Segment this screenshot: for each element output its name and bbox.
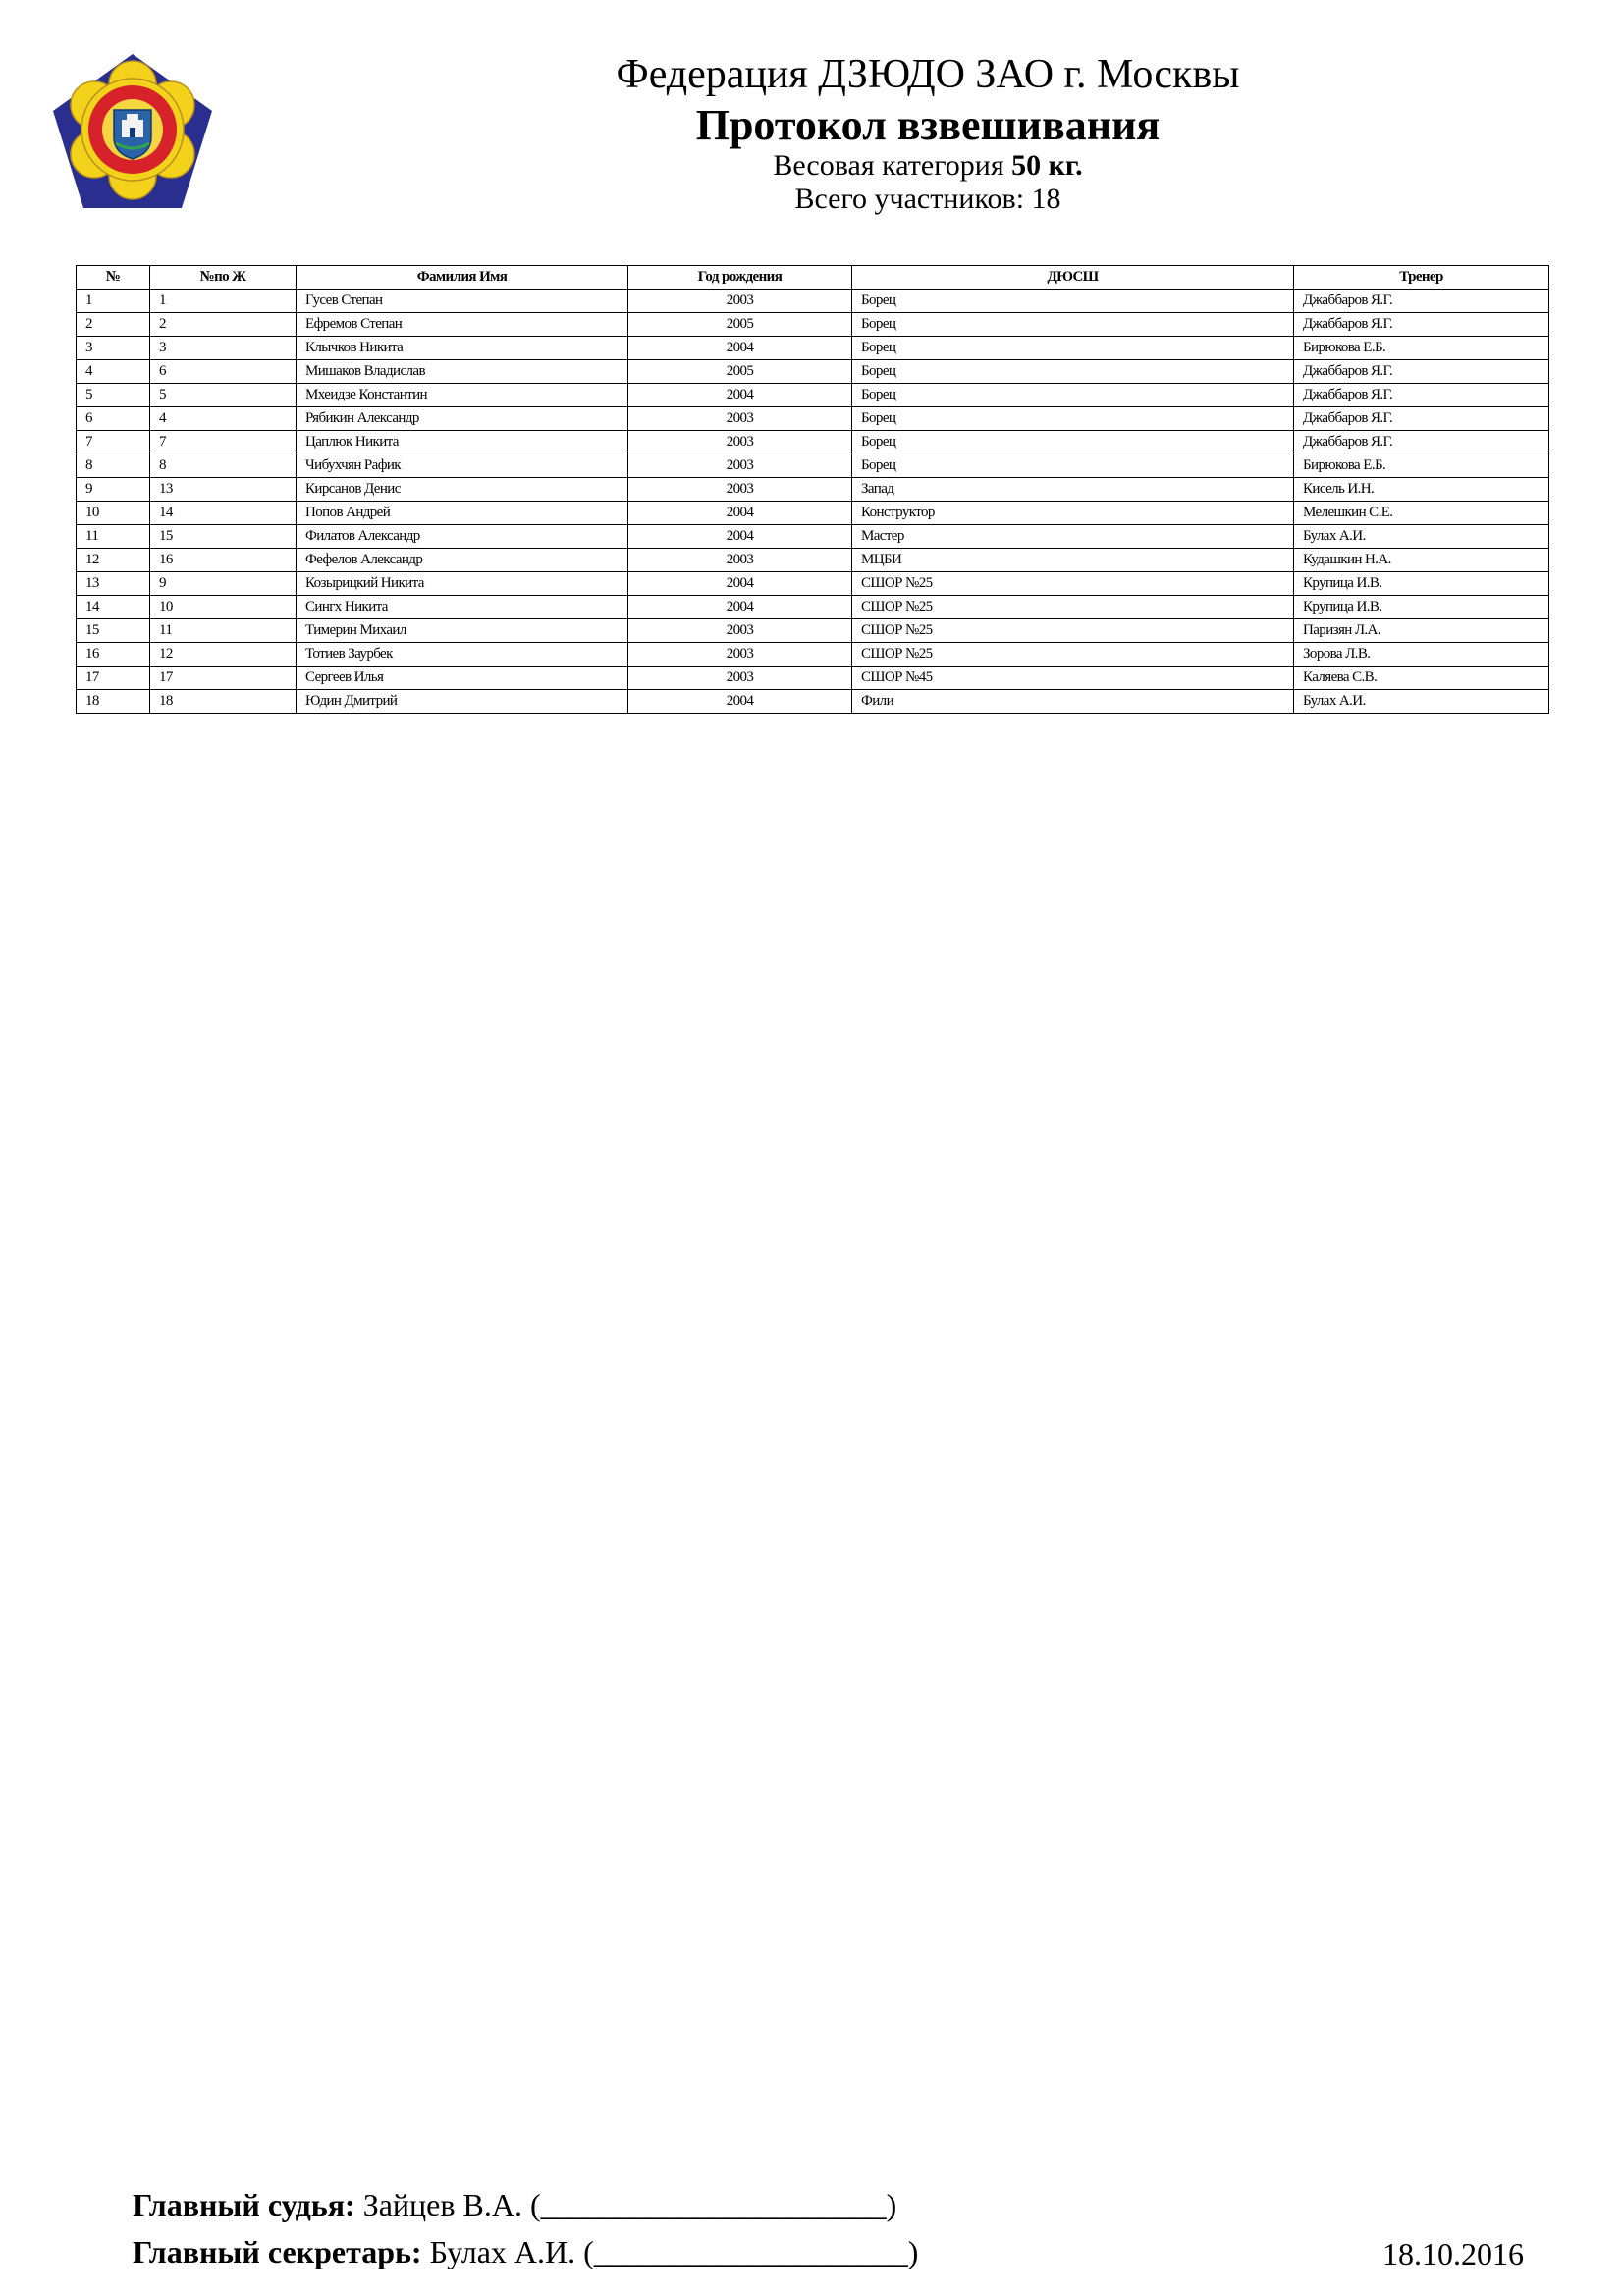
cell-row-number: 9: [77, 478, 150, 502]
cell-coach-name: Булах А.И.: [1294, 525, 1549, 549]
cell-athlete-name: Сергеев Илья: [297, 667, 628, 690]
cell-draw-number: 4: [150, 407, 297, 431]
cell-school-name: Запад: [852, 478, 1294, 502]
cell-athlete-name: Юдин Дмитрий: [297, 690, 628, 714]
cell-athlete-name: Филатов Александр: [297, 525, 628, 549]
table-row: [77, 549, 1549, 572]
cell-row-number: 12: [77, 549, 150, 572]
cell-row-number: 4: [77, 360, 150, 384]
cell-coach-name: Мелешкин С.Е.: [1294, 502, 1549, 525]
table-row: [77, 431, 1549, 454]
cell-athlete-name: Клычков Никита: [297, 337, 628, 360]
table-header-row: [77, 266, 1549, 290]
cell-coach-name: Кисель И.Н.: [1294, 478, 1549, 502]
cell-birth-year: 2003: [628, 431, 852, 454]
cell-athlete-name: Козырицкий Никита: [297, 572, 628, 596]
cell-school-name: СШОР №25: [852, 619, 1294, 643]
cell-coach-name: Джаббаров Я.Г.: [1294, 313, 1549, 337]
table-row: [77, 619, 1549, 643]
cell-school-name: МЦБИ: [852, 549, 1294, 572]
cell-draw-number: 10: [150, 596, 297, 619]
cell-row-number: 18: [77, 690, 150, 714]
cell-coach-name: Бирюкова Е.Б.: [1294, 337, 1549, 360]
cell-birth-year: 2004: [628, 337, 852, 360]
cell-row-number: 14: [77, 596, 150, 619]
cell-birth-year: 2004: [628, 596, 852, 619]
table-row: [77, 337, 1549, 360]
table-row: [77, 596, 1549, 619]
cell-school-name: Борец: [852, 407, 1294, 431]
cell-birth-year: 2004: [628, 572, 852, 596]
cell-athlete-name: Тимерин Михаил: [297, 619, 628, 643]
col-header-coach: Тренер: [1294, 266, 1549, 290]
table-row: [77, 360, 1549, 384]
cell-draw-number: 2: [150, 313, 297, 337]
cell-row-number: 5: [77, 384, 150, 407]
cell-birth-year: 2003: [628, 454, 852, 478]
cell-row-number: 1: [77, 290, 150, 313]
cell-birth-year: 2004: [628, 384, 852, 407]
cell-coach-name: Булах А.И.: [1294, 690, 1549, 714]
weight-category: [412, 149, 1443, 183]
cell-athlete-name: Кирсанов Денис: [297, 478, 628, 502]
cell-row-number: 2: [77, 313, 150, 337]
chief-judge: [133, 2187, 896, 2222]
cell-school-name: Мастер: [852, 525, 1294, 549]
weight-category-value: 50 кг.: [1011, 149, 1083, 182]
table-row: [77, 313, 1549, 337]
cell-school-name: Конструктор: [852, 502, 1294, 525]
cell-athlete-name: Чибухчян Рафик: [297, 454, 628, 478]
cell-school-name: Борец: [852, 454, 1294, 478]
cell-birth-year: 2003: [628, 478, 852, 502]
cell-birth-year: 2004: [628, 525, 852, 549]
col-header-school: ДЮСШ: [852, 266, 1294, 290]
cell-birth-year: 2003: [628, 290, 852, 313]
table-row: [77, 525, 1549, 549]
table-row: [77, 290, 1549, 313]
cell-athlete-name: Рябикин Александр: [297, 407, 628, 431]
cell-athlete-name: Мхеидзе Константин: [297, 384, 628, 407]
cell-coach-name: Паризян Л.А.: [1294, 619, 1549, 643]
chief-secretary: [133, 2234, 918, 2269]
cell-draw-number: 3: [150, 337, 297, 360]
participants-total-label: Всего участников:: [794, 183, 1025, 215]
cell-row-number: 16: [77, 643, 150, 667]
cell-row-number: 3: [77, 337, 150, 360]
cell-row-number: 8: [77, 454, 150, 478]
participants-total-value: 18: [1031, 183, 1061, 215]
cell-draw-number: 11: [150, 619, 297, 643]
document-title: Протокол взвешивания: [695, 101, 1161, 149]
cell-school-name: Фили: [852, 690, 1294, 714]
chief-judge-value: Зайцев В.А. (______________________): [362, 2187, 897, 2222]
cell-draw-number: 12: [150, 643, 297, 667]
table-row: [77, 690, 1549, 714]
participants-total: [412, 183, 1443, 216]
cell-athlete-name: Гусев Степан: [297, 290, 628, 313]
cell-row-number: 7: [77, 431, 150, 454]
col-header-draw-number: №по Ж: [150, 266, 297, 290]
cell-school-name: Борец: [852, 360, 1294, 384]
cell-athlete-name: Мишаков Владислав: [297, 360, 628, 384]
cell-draw-number: 5: [150, 384, 297, 407]
cell-row-number: 15: [77, 619, 150, 643]
col-header-number: №: [77, 266, 150, 290]
cell-athlete-name: Цаплюк Никита: [297, 431, 628, 454]
cell-draw-number: 6: [150, 360, 297, 384]
cell-athlete-name: Сингх Никита: [297, 596, 628, 619]
cell-birth-year: 2005: [628, 360, 852, 384]
cell-coach-name: Каляева С.В.: [1294, 667, 1549, 690]
cell-coach-name: Джаббаров Я.Г.: [1294, 431, 1549, 454]
chief-judge-label: Главный судья:: [133, 2187, 355, 2222]
cell-school-name: СШОР №25: [852, 572, 1294, 596]
cell-birth-year: 2003: [628, 549, 852, 572]
cell-birth-year: 2004: [628, 502, 852, 525]
cell-draw-number: 16: [150, 549, 297, 572]
cell-row-number: 11: [77, 525, 150, 549]
table-row: [77, 572, 1549, 596]
cell-coach-name: Кудашкин Н.А.: [1294, 549, 1549, 572]
cell-coach-name: Бирюкова Е.Б.: [1294, 454, 1549, 478]
emblem-icon: [49, 51, 216, 213]
cell-school-name: СШОР №25: [852, 596, 1294, 619]
cell-draw-number: 18: [150, 690, 297, 714]
cell-coach-name: Джаббаров Я.Г.: [1294, 360, 1549, 384]
table-body: [77, 290, 1549, 714]
cell-athlete-name: Ефремов Степан: [297, 313, 628, 337]
cell-row-number: 13: [77, 572, 150, 596]
cell-draw-number: 13: [150, 478, 297, 502]
cell-coach-name: Зорова Л.В.: [1294, 643, 1549, 667]
cell-school-name: Борец: [852, 313, 1294, 337]
cell-athlete-name: Тотиев Заурбек: [297, 643, 628, 667]
cell-birth-year: 2004: [628, 690, 852, 714]
cell-birth-year: 2003: [628, 667, 852, 690]
table-row: [77, 667, 1549, 690]
cell-row-number: 6: [77, 407, 150, 431]
cell-school-name: СШОР №25: [852, 643, 1294, 667]
cell-coach-name: Джаббаров Я.Г.: [1294, 407, 1549, 431]
cell-coach-name: Крупица И.В.: [1294, 596, 1549, 619]
table-row: [77, 643, 1549, 667]
cell-draw-number: 8: [150, 454, 297, 478]
cell-row-number: 10: [77, 502, 150, 525]
cell-draw-number: 17: [150, 667, 297, 690]
cell-coach-name: Джаббаров Я.Г.: [1294, 384, 1549, 407]
weight-category-label: Весовая категория: [773, 149, 1004, 182]
chief-secretary-value: Булах А.И. (____________________): [429, 2234, 919, 2269]
col-header-name: Фамилия Имя: [297, 266, 628, 290]
table-row: [77, 454, 1549, 478]
cell-athlete-name: Фефелов Александр: [297, 549, 628, 572]
table-row: [77, 407, 1549, 431]
cell-school-name: Борец: [852, 384, 1294, 407]
cell-draw-number: 9: [150, 572, 297, 596]
cell-birth-year: 2003: [628, 619, 852, 643]
cell-draw-number: 7: [150, 431, 297, 454]
cell-athlete-name: Попов Андрей: [297, 502, 628, 525]
cell-birth-year: 2003: [628, 643, 852, 667]
document-date: 18.10.2016: [1382, 2236, 1524, 2271]
weigh-in-table: [76, 265, 1549, 714]
table-row: [77, 502, 1549, 525]
cell-school-name: Борец: [852, 290, 1294, 313]
cell-draw-number: 14: [150, 502, 297, 525]
table-row: [77, 384, 1549, 407]
cell-school-name: СШОР №45: [852, 667, 1294, 690]
cell-birth-year: 2005: [628, 313, 852, 337]
cell-coach-name: Крупица И.В.: [1294, 572, 1549, 596]
federation-name: Федерация ДЗЮДО ЗАО г. Москвы: [616, 52, 1240, 97]
cell-row-number: 17: [77, 667, 150, 690]
table-row: [77, 478, 1549, 502]
chief-secretary-label: Главный секретарь:: [133, 2234, 422, 2269]
federation-emblem: [49, 51, 216, 213]
cell-birth-year: 2003: [628, 407, 852, 431]
cell-draw-number: 15: [150, 525, 297, 549]
cell-school-name: Борец: [852, 337, 1294, 360]
cell-draw-number: 1: [150, 290, 297, 313]
cell-school-name: Борец: [852, 431, 1294, 454]
cell-coach-name: Джаббаров Я.Г.: [1294, 290, 1549, 313]
col-header-birth-year: Год рождения: [628, 266, 852, 290]
